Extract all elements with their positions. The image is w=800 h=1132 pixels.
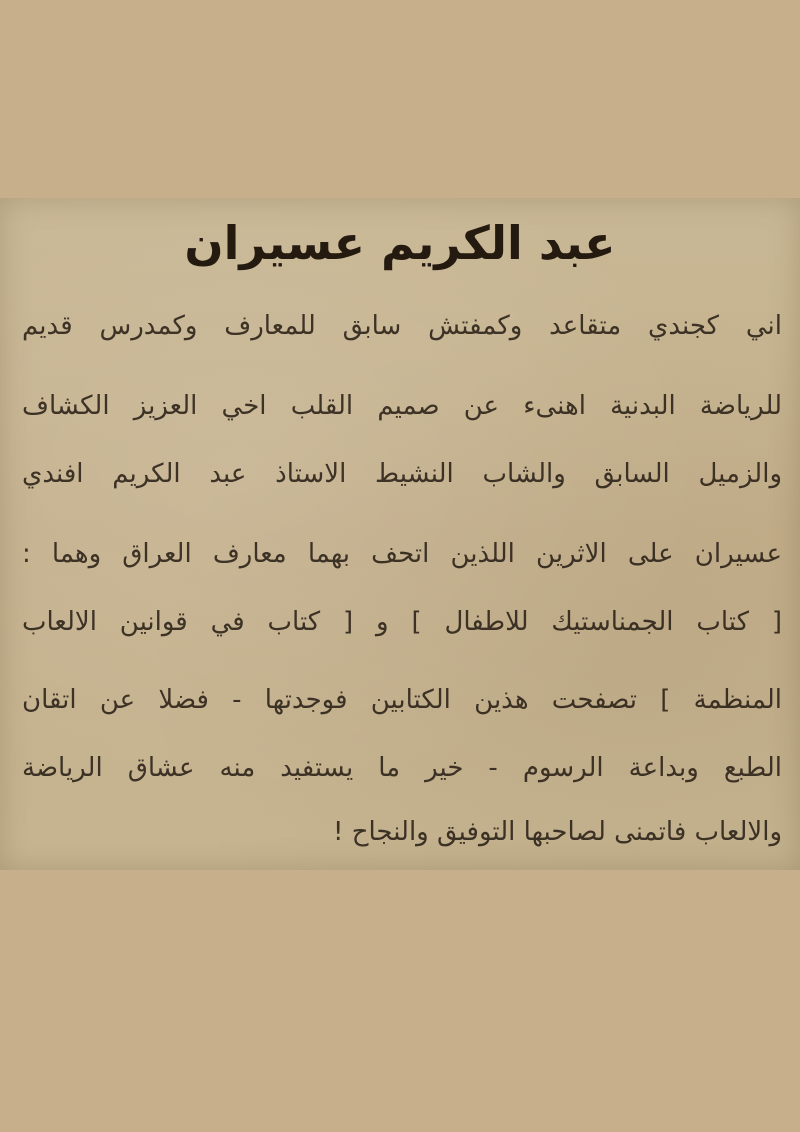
article-line-6: المنظمة ] تصفحت هذين الكتابين فوجدتها - فضلا عن اتقان <box>22 685 782 715</box>
newspaper-clipping <box>0 198 800 870</box>
article-line-1: اني كجندي متقاعد وكمفتش سابق للمعارف وكمدرس قديم <box>22 311 782 341</box>
article-line-8: والالعاب فاتمنى لصاحبها التوفيق والنجاح ! <box>333 817 782 847</box>
article-line-3: والزميل السابق والشاب النشيط الاستاذ عبد الكريم افندي <box>22 459 782 489</box>
article-line-5: [ كتاب الجمناستيك للاطفال ] و [ كتاب في قوانين الالعاب <box>22 607 782 637</box>
article-line-7: الطبع وبداعة الرسوم - خير ما يستفيد منه عشاق الرياضة <box>22 753 782 783</box>
article-line-4: عسيران على الاثرين اللذين اتحف بهما معارف العراق وهما : <box>22 539 782 569</box>
article-title: عبد الكريم عسيران <box>184 216 616 270</box>
article-line-2: للرياضة البدنية اهنىء عن صميم القلب اخي العزيز الكشاف <box>22 391 782 421</box>
